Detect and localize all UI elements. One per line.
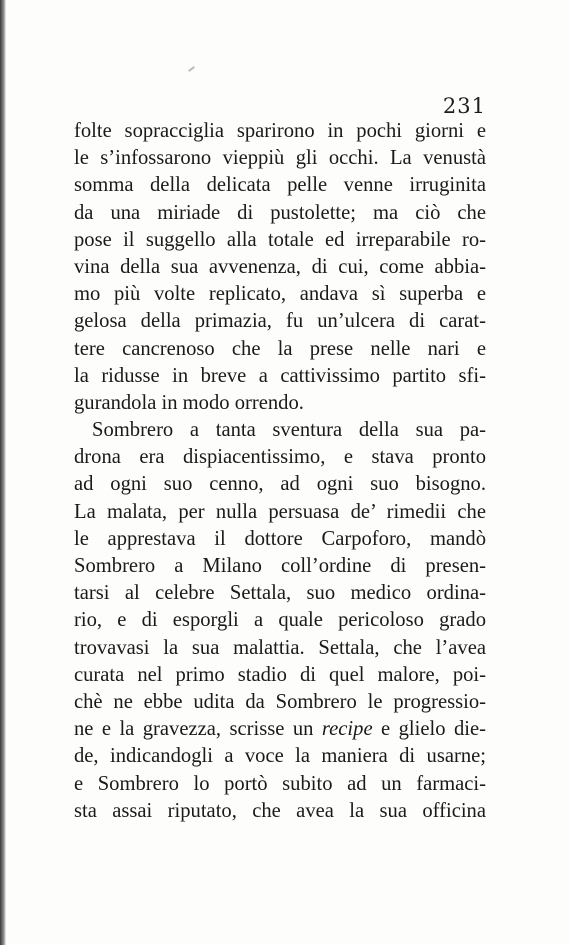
text-line: tere cancrenoso che la prese nelle nari e — [74, 337, 486, 360]
body-text — [74, 118, 486, 825]
text-line: da una miriade di pustolette; ma ciò che — [74, 201, 486, 224]
text-line: le apprestava il dottore Carpoforo, mandò — [74, 527, 486, 550]
text-line: Sombrero a tanta sventura della sua pa- — [92, 419, 486, 442]
text-line: vina della sua avvenenza, di cui, come abbia- — [74, 255, 486, 278]
text-line: gurandola in modo orrendo. — [74, 391, 304, 414]
text-line: mo più volte replicato, andava sì superba e — [74, 283, 486, 306]
page-number: 231 — [442, 94, 486, 118]
text-line: trovavasi la sua malattia. Settala, che l’avea — [74, 636, 486, 659]
text-line: rio, e di esporgli a quale pericoloso grado — [74, 609, 486, 632]
text-line: Sombrero a Milano coll’ordine di presen- — [74, 555, 486, 577]
text-line-with-italic — [74, 716, 486, 743]
text-line: le s’infossarono vieppiù gli occhi. La venustà — [74, 147, 486, 170]
italic-word: recipe — [321, 718, 373, 741]
text-line: ad ogni suo cenno, ad ogni suo bisogno. — [74, 473, 486, 496]
text-line: chè ne ebbe udita da Sombrero le progressio- — [74, 690, 486, 713]
text-line: e Sombrero lo portò subito ad un farmaci- — [74, 772, 486, 795]
text-line: sta assai riputato, che avea la sua officina — [74, 799, 486, 822]
text-line: tarsi al celebre Settala, suo medico ordina- — [74, 582, 486, 605]
text-line: curata nel primo stadio di quel malore, poi- — [74, 663, 486, 686]
text-line: de, indicandogli a voce la maniera di usarne; — [74, 745, 486, 768]
text-line: La malata, per nulla persuasa de’ rimedii che — [74, 500, 486, 523]
text-run: ne e la gravezza, scrisse un — [74, 718, 322, 741]
text-line: pose il suggello alla totale ed irreparabile ro- — [74, 228, 486, 251]
text-line: gelosa della primazia, fu un’ulcera di carat- — [74, 310, 486, 333]
text-line: somma della delicata pelle venne irruginita — [74, 174, 486, 197]
text-line: la ridusse in breve a cattivissimo partito sfi- — [74, 364, 486, 387]
text-run: e glielo die- — [372, 718, 486, 741]
text-line: folte sopracciglia sparirono in pochi giorni e — [74, 120, 486, 142]
paper-speck — [188, 66, 195, 72]
text-line: drona era dispiacentissimo, e stava pronto — [74, 446, 486, 469]
binding-edge — [0, 0, 6, 945]
